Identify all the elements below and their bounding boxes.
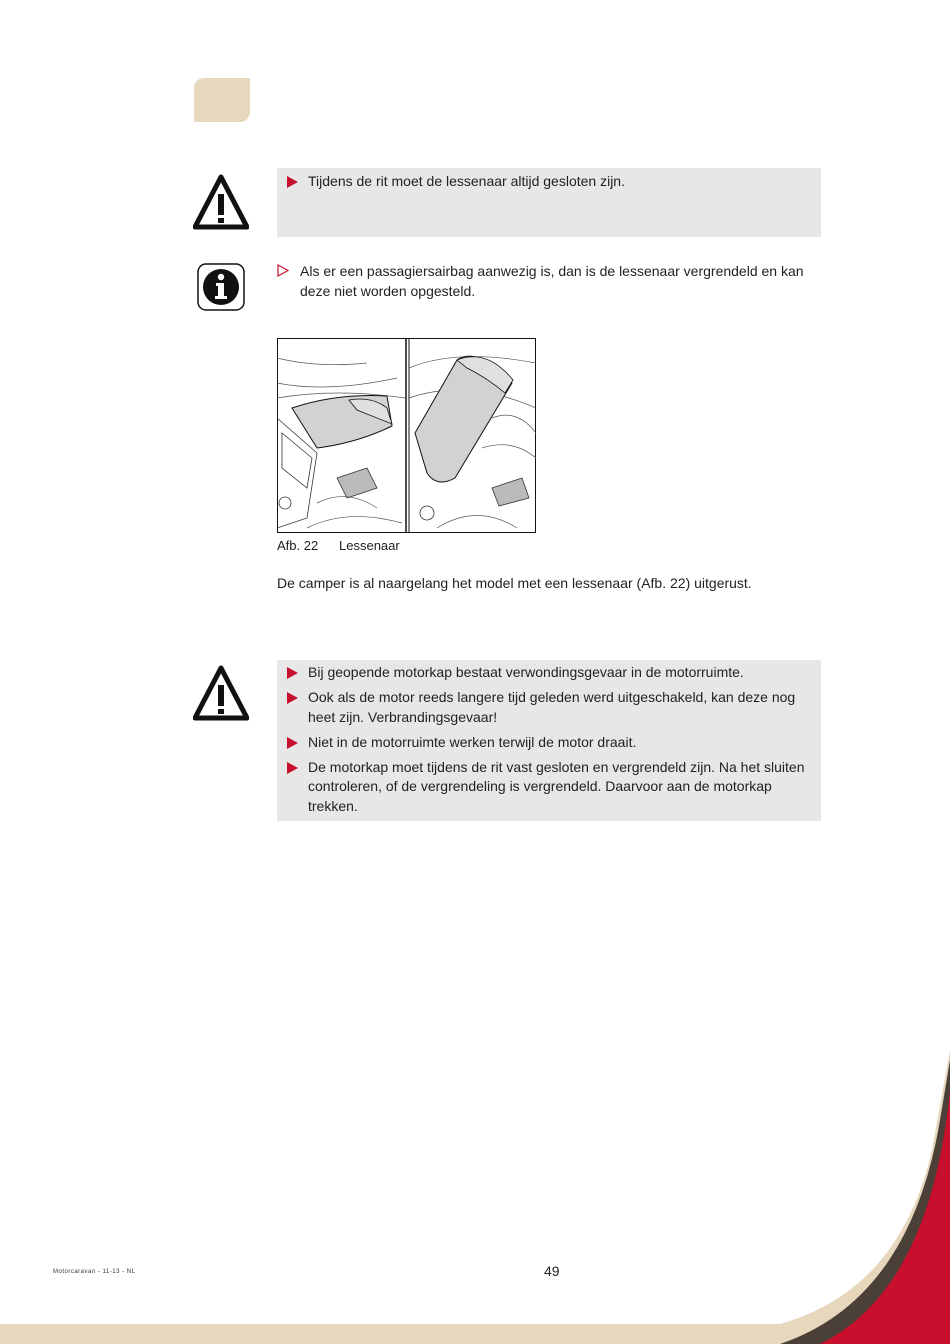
page-number: 49 xyxy=(544,1263,560,1279)
warning-item: Ook als de motor reeds langere tijd geleden werd uitgeschakeld, kan deze nog heet zijn. Verbrandingsgevaar! xyxy=(277,688,821,727)
body-paragraph: De camper is al naargelang het model met een lessenaar (Afb. 22) uitgerust. xyxy=(277,575,752,591)
info-note-text: Als er een passagiersairbag aanwezig is, dan is de lessenaar vergrendeld en kan deze niet worden opgesteld. xyxy=(300,263,804,299)
figure-title: Lessenaar xyxy=(339,538,400,553)
warning-item: De motorkap moet tijdens de rit vast gesloten en vergrendeld zijn. Na het sluiten controleren, of de vergrendeling is vergrendeld. Daarvoor aan de motorkap trekken. xyxy=(277,758,821,817)
footer-document-id: Motorcaravan - 11-13 - NL xyxy=(53,1269,136,1275)
warning-item: Bij geopende motorkap bestaat verwondingsgevaar in de motorruimte. xyxy=(277,663,821,683)
warning-item: Tijdens de rit moet de lessenaar altijd gesloten zijn. xyxy=(277,172,821,192)
figure-number: Afb. 22 xyxy=(277,538,319,553)
warning-item: Niet in de motorruimte werken terwijl de motor draait. xyxy=(277,733,821,753)
